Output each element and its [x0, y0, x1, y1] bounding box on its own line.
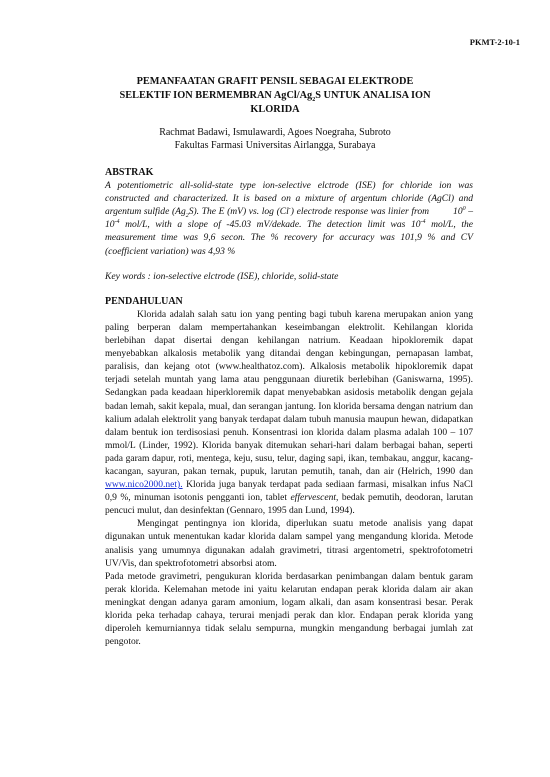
keywords: Key words : ion-selective elctrode (ISE), chloride, solid-state — [105, 270, 339, 282]
document-code: PKMT-2-10-1 — [469, 37, 520, 47]
intro-emphasis: effervescent — [290, 492, 337, 504]
title-subscript: 2 — [312, 97, 316, 104]
abstract-heading: ABSTRAK — [105, 167, 154, 178]
abstract-subscript: 2 — [185, 213, 189, 220]
intro-heading: PENDAHULUAN — [105, 295, 183, 307]
intro-paragraph-3: Pada metode gravimetri, pengukuran klorida berdasarkan penimbangan dalam bentuk garam perak klorida. Kelemahan metode ini yaitu kelarutan endapan perak klorida dalam air akan meningkat dengan adanya garam amonium, logam alkali, dan asam konsentrasi besar. Perak klorida peka terhadap cahaya, terurai menjadi perak dan klor. Endapan perak klorida yang diperoleh kemurniannya tidak selalu sempurna, mungkin mengandung berbagai jumlah zat pengotor. — [105, 570, 473, 648]
abstract-superscript: - — [288, 206, 291, 213]
abstract-part: – — [465, 206, 473, 218]
abstract-text — [105, 179, 473, 258]
abstract-part: 10 — [105, 219, 115, 231]
title-line-1: PEMANFAATAN GRAFIT PENSIL SEBAGAI ELEKTRODE — [136, 76, 414, 87]
author-affiliation: Fakultas Farmasi Universitas Airlangga, Surabaya — [174, 140, 376, 151]
abstract-part: 10 — [453, 206, 463, 218]
abstract-superscript: -4 — [420, 219, 426, 226]
reference-link[interactable]: www.nico2000.net). — [105, 479, 183, 491]
abstract-part: mol/L, with a slope of -45.03 mV/dekade. The detection limit was 10 — [119, 219, 421, 231]
author-block — [60, 126, 490, 152]
intro-text: Klorida juga banyak terdapat pada sediaan farmasi, misalkan infus NaCl 0,9 %, minuman isotonis pengganti ion, tablet — [105, 479, 473, 504]
abstract-superscript: 0 — [462, 206, 466, 213]
title-line-2b: S UNTUK ANALISA ION — [315, 90, 431, 101]
title-line-2 — [100, 89, 450, 103]
author-names: Rachmat Badawi, Ismulawardi, Agoes Noegraha, Subroto — [159, 127, 391, 138]
abstract-part: mol/L, the measurement time was 9,6 secon. The % recovery for accuracy was 101,9 % and CV (coefficient variation) was 4,93 % — [105, 219, 473, 257]
intro-text: Klorida adalah salah satu ion yang penting bagi tubuh karena merupakan anion yang paling berperan dalam mempertahankan keseimbangan elektrolit. Kehilangan klorida berlebihan dapat disertai dengan kehilangan natrium. Keadaan hipokloremik dapat menyebabkan alkalosis metabolik yang ditandai dengan kebingungan, pernapasan lambat, paralisis, dan kejang otot (www.healthatoz.com). Alkalosis metabolik hipokloremik dapat terjadi setelah muntah yang lama atau penggunaan diuretik berlebihan (Ganiswarna, 1995). Sedangkan pada keadaan hiperkloremik dapat menyebabkan asidosis metabolik dengan gejala badan lemah, sakit kepala, mual, dan serangan jantung. Ion klorida bersama dengan natrium dan kalium adalah elektrolit yang banyak terdapat dalam tubuh manusia maupun hewan, didapatkan dalam bentuk ion terdisosiasi penuh. Konsentrasi ion klorida dalam plasma adalah 100 – 107 mmol/L (Linder, 1992). Klorida banyak ditemukan sehari-hari dalam berbagai bahan, seperti pada garam dapur, roti, mentega, keju, susu, telur, daging sapi, ikan, tembakau, anggur, kacang-kacangan, sayuran, pakan ternak, pupuk, larutan pemutih, tanah, dan air (Helrich, 1990 dan — [105, 308, 473, 477]
intro-paragraph-1 — [105, 308, 473, 518]
abstract-part: A potentiometric all-solid-state type ion-selective elctrode (ISE) for chloride ion was constructed and characterized. It is based on a mixture of argentum chloride (AgCl) and argentum sulfide (Ag — [105, 180, 473, 218]
abstract-part: S). The E (mV) vs. log (Cl — [188, 206, 289, 218]
paper-body — [105, 166, 473, 648]
paper-title — [100, 75, 450, 117]
intro-paragraph-2: Mengingat pentingnya ion klorida, diperlukan suatu metode analisis yang dapat digunakan untuk menentukan kadar klorida dalam sampel yang mengandung klorida. Metode analisis yang umumnya digunakan adalah gravimetri, titrasi argentometri, spektrofotometri UV/Vis, dan spektrofotometri absorbsi atom. — [105, 518, 473, 569]
abstract-superscript: -4 — [114, 219, 120, 226]
title-line-3: KLORIDA — [250, 104, 300, 115]
intro-text: , bedak pemutih, deodoran, larutan pencuci mulut, dan desinfektan (Gennaro, 1995 dan Lund, 1994). — [105, 492, 473, 517]
title-line-2a: SELEKTIF ION BERMEMBRAN AgCl/Ag — [119, 90, 313, 101]
abstract-part: ) electrode response was linier from — [290, 206, 430, 218]
